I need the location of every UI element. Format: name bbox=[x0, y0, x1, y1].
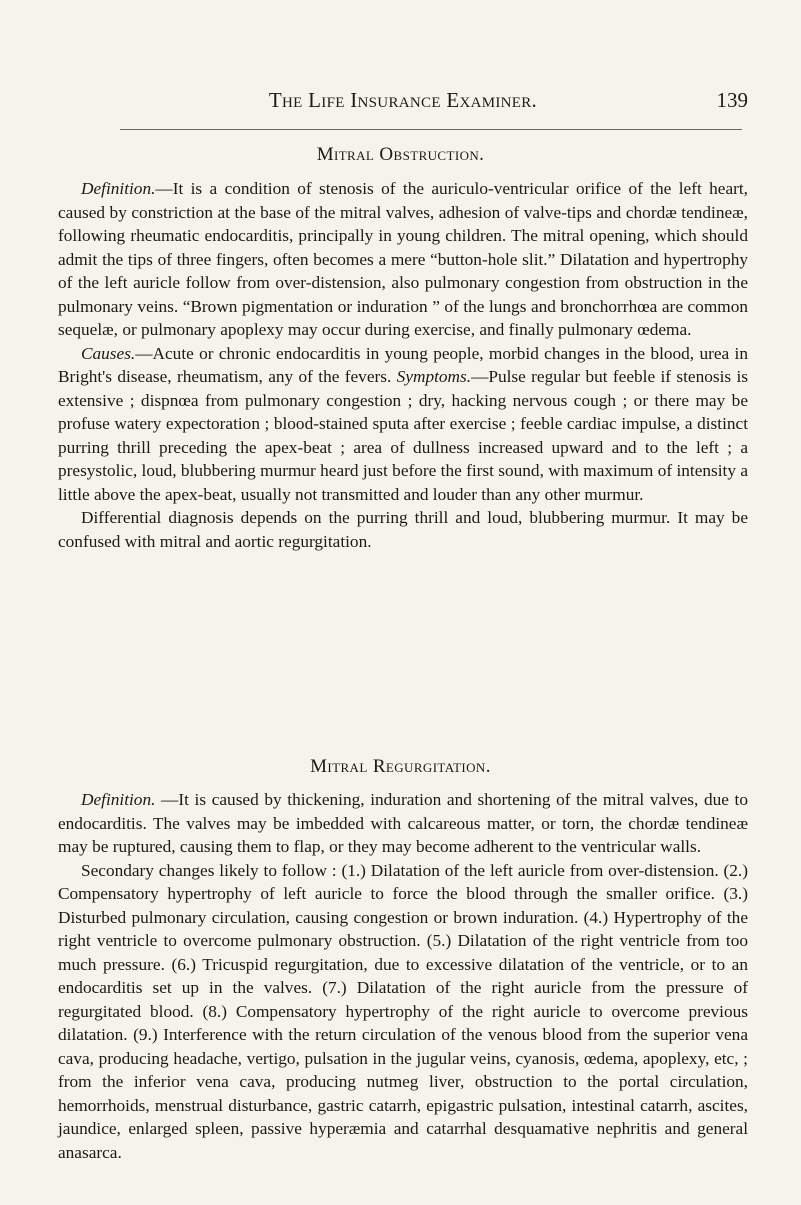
secondary-changes-paragraph: Secondary changes likely to follow : (1.) Dilatation of the left auricle from over-distension. (2.) Compensatory hypertrophy of left auricle to force the blood through the smaller orifice. (3.) Disturbed pulmonary circulation, causing congestion or brown induration. (4.) Hypertrophy of the right ventricle to overcome pulmonary obstruction. (5.) Dilatation of the right ventricle from too much pressure. (6.) Tricuspid regurgitation, due to excessive dilatation of the ventricle, or to an endocarditis set up in the valves. (7.) Dilatation of the right auricle from the pressure of regurgitated blood. (8.) Compensatory hypertrophy of the right auricle to overcome previous dilatation. (9.) Interference with the return circulation of the venous blood from the superior vena cava, producing headache, vertigo, pulsation in the jugular veins, cyanosis, œdema, apoplexy, etc, ; from the inferior vena cava, producing nutmeg liver, obstruction to the portal circulation, hemorrhoids, menstrual disturbance, gastric catarrh, epigastric pulsation, intestinal catarrh, ascites, jaundice, enlarged spleen, passive hyperæmia and catarrhal desquamative nephritis and general anasarca. bbox=[58, 860, 748, 1162]
regurgitation-definition-text: —It is caused by thickening, induration and shortening of the mitral valves, due to endocarditis. The valves may be imbedded with calcareous matter, or torn, the chordæ tendineæ may be ruptured, causing them to flap, or they may become adherent to the ventricular walls. bbox=[58, 790, 748, 856]
mitral-regurgitation-text bbox=[58, 788, 748, 1164]
section-heading-mitral-obstruction: Mitral Obstruction. bbox=[316, 144, 485, 165]
header-rule bbox=[120, 129, 742, 130]
regurgitation-definition-paragraph bbox=[58, 788, 748, 859]
page-number: 139 bbox=[716, 88, 748, 112]
section-heading-mitral-regurgitation: Mitral Regurgitation. bbox=[310, 756, 491, 777]
running-title: The Life Insurance Examiner. bbox=[268, 88, 538, 112]
causes-paragraph bbox=[58, 342, 748, 507]
symptoms-label: Symptoms. bbox=[396, 367, 472, 386]
symptoms-text: —Pulse regular but feeble if stenosis is extensive ; dispnœa from pulmonary congestion ; dry, hacking nervous cough ; or there may be profuse watery expectoration ; blood-stained sputa after exercise ; feeble cardiac impulse, a distinct purring thrill preceding the apex-beat ; area of dullness increased upward and to the left ; a presystolic, loud, blubbering murmur heard just before the first sound, with maximum of intensity a little above the apex-beat, usually not transmitted and louder than any other murmur. bbox=[58, 367, 749, 504]
mitral-obstruction-text bbox=[58, 177, 748, 553]
definition-paragraph bbox=[58, 177, 748, 342]
causes-text: —Acute or chronic endocarditis in young people, morbid changes in the blood, urea in Bright's disease, rheumatism, any of the fevers. bbox=[58, 343, 748, 386]
causes-label: Causes. bbox=[81, 343, 136, 363]
definition-text: —It is a condition of stenosis of the auriculo-ventricular orifice of the left heart, caused by constriction at the base of the mitral valves, adhesion of valve-tips and chordæ tendineæ, following rheumatic endocarditis, principally in young children. The mitral opening, which should admit the tips of three fingers, often becomes a mere “button-hole slit.” Dilatation and hypertrophy of the left auricle follow from over-distension, also pulmonary congestion from obstruction in the pulmonary veins. “Brown pigmentation or induration ” of the lungs and bronchorrhœa are common sequelæ, or pulmonary apoplexy may occur during exercise, and finally pulmonary œdema. bbox=[58, 179, 748, 339]
regurgitation-definition-label: Definition. bbox=[81, 790, 156, 809]
differential-paragraph: Differential diagnosis depends on the purring thrill and loud, blubbering murmur. It may be confused with mitral and aortic regurgitation. bbox=[58, 508, 748, 551]
definition-label: Definition. bbox=[81, 179, 156, 198]
running-header bbox=[58, 88, 748, 118]
